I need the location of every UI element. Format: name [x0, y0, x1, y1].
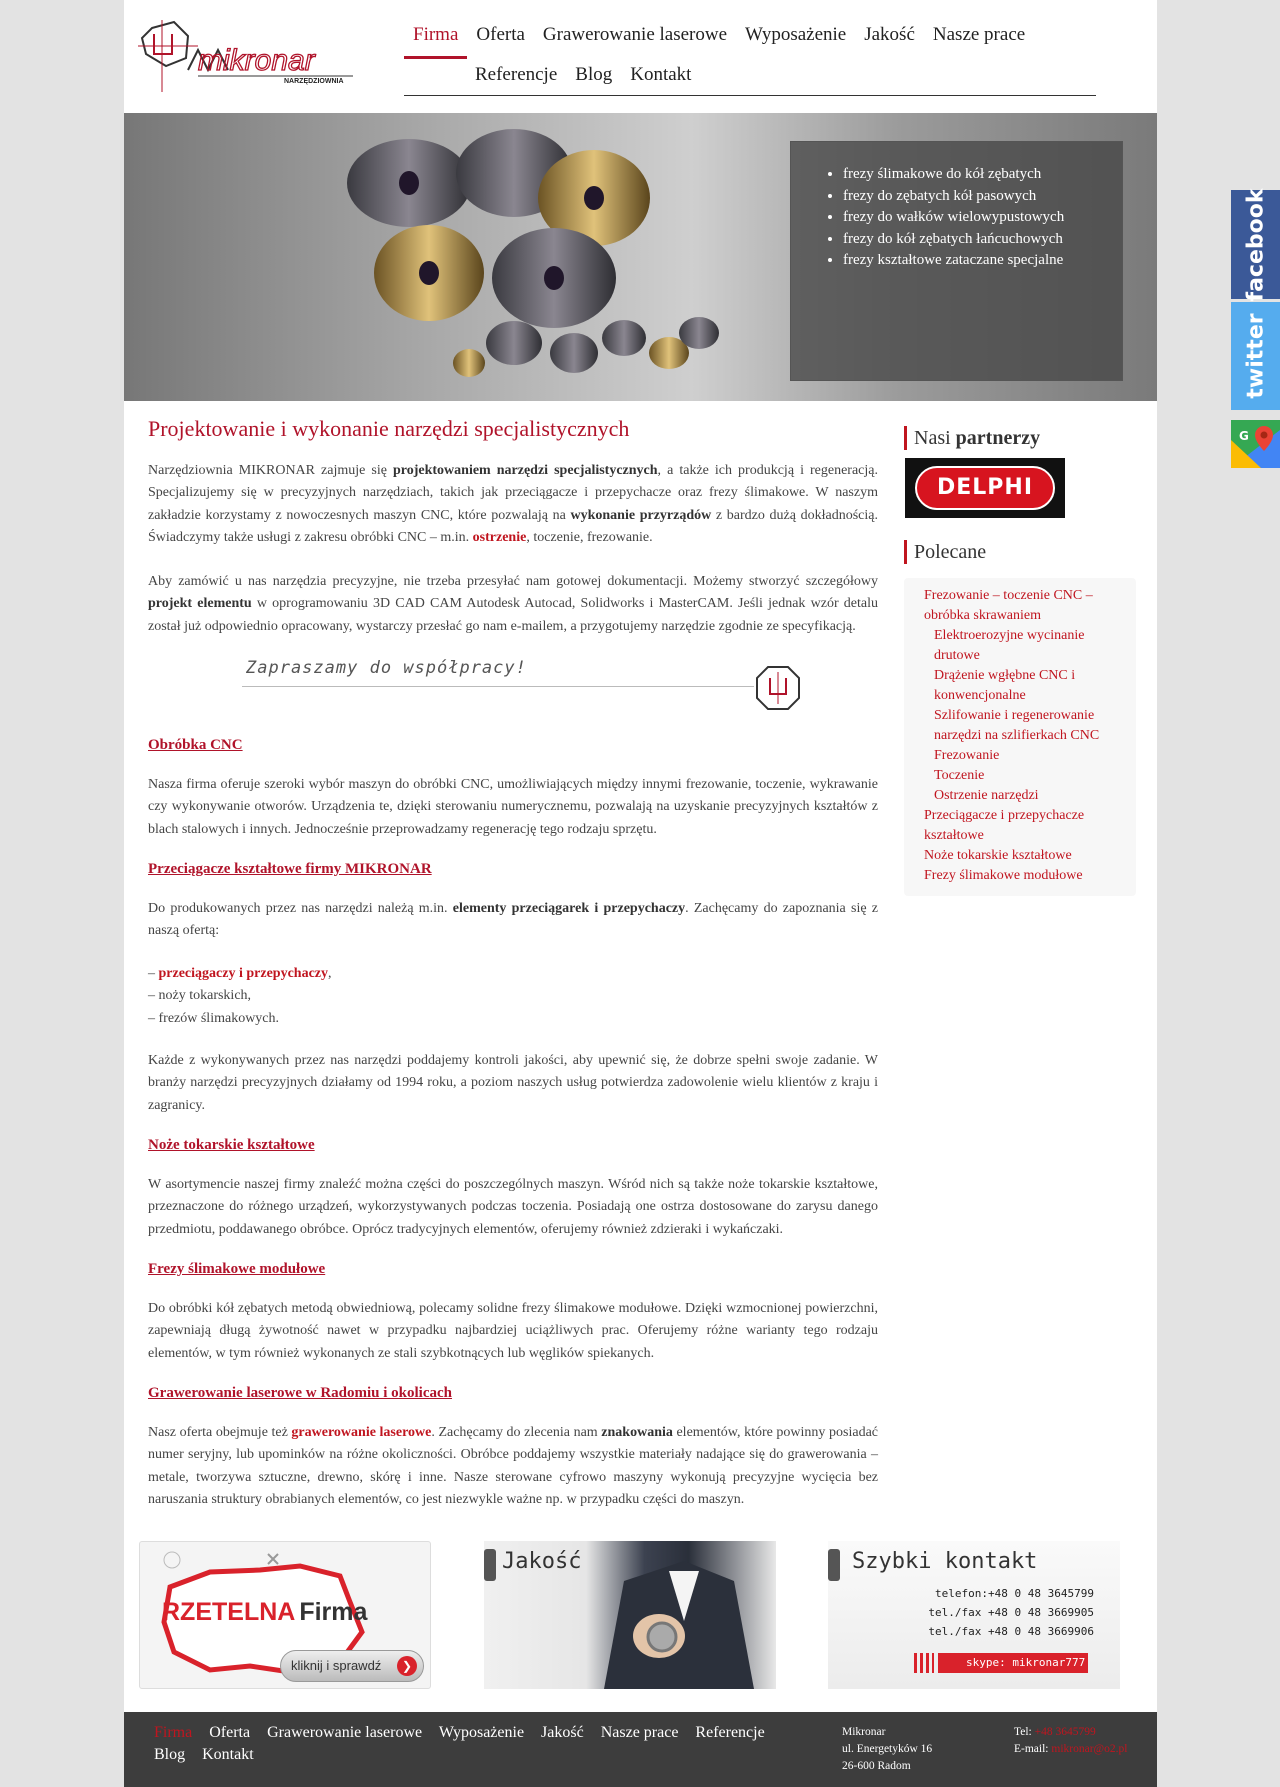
rec-frezowanie[interactable]: Frezowanie	[934, 748, 1000, 763]
businessman-image	[484, 1541, 776, 1689]
logo-subtitle: NARZĘDZIOWNIA	[284, 78, 344, 85]
order-paragraph: Aby zamówić u nas narzędzia precyzyjne, nie trzeba przesyłać nam gotowej dokumentacji. Możemy stworzyć szczegółowy projekt elementu w oprogramowaniu 3D CAD CAM Autodesk Autocad, Solidworks i MasterCAM. Jeśli jednak wzór detalu został już odpowiednio opracowany, wystarczy przesłać go nam e-mailem, a przygotujemy narzędzie zgodnie ze specyfikacją.	[148, 574, 878, 634]
twitter-icon: twitter	[1243, 313, 1268, 399]
hero-item: • frezy do wałków wielowypustowych	[843, 207, 1064, 229]
noze-paragraph: W asortymencie naszej firmy znaleźć można części do poszczególnych maszyn. Wśród nich są także noże tokarskie kształtowe, przeznaczone do różnego urządzeń, wykorzystywanych podczas toczenia. Posiadają one ostrza dostosowane do zarysu danego przedmiotu, poddawanego obróbce. Oprócz tradycyjnych elementów, oferujemy również zdzieraki i wykańczaki.	[148, 1177, 878, 1237]
rec-elektroerozyjne[interactable]: Elektroerozyjne wycinanie drutowe	[934, 628, 1085, 663]
delphi-partner-logo[interactable]	[905, 458, 1065, 518]
footer-nav-jakosc[interactable]: Jakość	[541, 1724, 584, 1741]
footer-nav-referencje[interactable]: Referencje	[695, 1724, 765, 1741]
rec-noze[interactable]: Noże tokarskie kształtowe	[924, 848, 1072, 863]
nav-grawerowanie[interactable]: Grawerowanie laserowe	[542, 24, 728, 45]
offer-list: – przeciągaczy i przepychaczy, – noży tokarskich, – frezów ślimakowych.	[148, 966, 332, 1026]
nav-oferta[interactable]: Oferta	[476, 24, 525, 45]
contact-fax-2: tel./fax +48 0 48 3669906	[928, 1625, 1094, 1638]
przeciagacze-link[interactable]: przeciągaczy i przepychaczy	[158, 966, 328, 981]
noze-heading-link[interactable]: Noże tokarskie kształtowe	[148, 1137, 315, 1153]
ostrzenie-link[interactable]: ostrzenie	[472, 529, 527, 545]
szybki-kontakt-banner[interactable]	[828, 1541, 1120, 1689]
hob-cutters-image	[124, 113, 784, 401]
footer-email[interactable]: mikronar@o2.pl	[1051, 1743, 1128, 1755]
recommended-title: Polecane	[904, 540, 986, 564]
check-button[interactable]: kliknij i sprawdź ❯	[280, 1650, 424, 1682]
hero-item: • frezy ślimakowe do kół zębatych	[843, 164, 1064, 186]
google-maps-tab[interactable]	[1231, 420, 1280, 468]
cnc-heading-link[interactable]: Obróbka CNC	[148, 737, 243, 753]
nav-referencje[interactable]: Referencje	[475, 64, 558, 85]
rec-ostrzenie[interactable]: Ostrzenie narzędzi	[934, 788, 1039, 803]
frezy-paragraph: Do obróbki kół zębatych metodą obwiedniową, polecamy solidne frezy ślimakowe modułowe. Dzięki wzmocnionej powierzchni, zapewniają długą żywotność nawet w przypadku najbardziej uciążliwych prac. Oferujemy różne warianty tego rodzaju elementów, w tym również wykonanych ze stali szybkotnących lub węglików spiekanych.	[148, 1301, 878, 1361]
przeciagacze-paragraph: Do produkowanych przez nas narzędzi należą m.in. elementy przeciągarek i przepychaczy. Zachęcamy do zapoznania się z naszą ofertą:	[148, 901, 878, 939]
nav-kontakt[interactable]: Kontakt	[630, 64, 692, 85]
rec-toczenie[interactable]: Toczenie	[934, 768, 985, 783]
jakosc-title: Jakość	[502, 1549, 582, 1574]
footer-nav	[154, 1722, 794, 1766]
partners-title: Nasi partnerzy	[904, 426, 1040, 450]
invite-graphic	[242, 656, 802, 714]
nav-nasze-prace[interactable]: Nasze prace	[932, 24, 1026, 45]
przeciagacze-heading-link[interactable]: Przeciągacze kształtowe firmy MIKRONAR	[148, 861, 432, 877]
hero-banner	[124, 113, 1157, 401]
header	[124, 0, 1157, 113]
grawerowanie-link[interactable]: grawerowanie laserowe	[291, 1425, 432, 1440]
nav-firma[interactable]: Firma	[404, 16, 467, 59]
hero-item: • frezy do kół zębatych łańcuchowych	[843, 229, 1064, 251]
footer-nav-wyposazenie[interactable]: Wyposażenie	[438, 1724, 525, 1741]
rec-frezowanie-toczenie[interactable]: Frezowanie – toczenie CNC – obróbka skrawaniem	[924, 588, 1093, 623]
footer	[124, 1712, 1157, 1787]
nav-blog[interactable]: Blog	[575, 64, 613, 85]
main-nav	[404, 16, 1096, 96]
footer-nav-oferta[interactable]: Oferta	[209, 1724, 251, 1741]
hero-item: • frezy do zębatych kół pasowych	[843, 186, 1064, 208]
footer-nav-firma[interactable]: Firma	[154, 1724, 193, 1741]
jakosc-banner[interactable]	[484, 1541, 776, 1689]
footer-tel[interactable]: +48 3645799	[1034, 1726, 1096, 1738]
invite-text: Zapraszamy do współpracy!	[246, 658, 527, 678]
stripe-decoration	[914, 1653, 934, 1673]
hero-panel	[790, 141, 1123, 381]
footer-nav-grawerowanie[interactable]: Grawerowanie laserowe	[267, 1724, 423, 1741]
contact-phone: telefon:+48 0 48 3645799	[935, 1587, 1094, 1600]
nav-wyposazenie[interactable]: Wyposażenie	[745, 24, 847, 45]
skype-label: skype: mikronar777	[938, 1653, 1088, 1673]
footer-nav-blog[interactable]: Blog	[154, 1746, 186, 1763]
hero-list	[843, 164, 1064, 272]
rzetelna-label: RZETELNA Firma	[162, 1598, 368, 1626]
arrow-right-icon: ❯	[397, 1656, 417, 1676]
contact-fax-1: tel./fax +48 0 48 3669905	[928, 1606, 1094, 1619]
svg-text:mikronar: mikronar	[198, 44, 315, 77]
rec-przeciagacze[interactable]: Przeciągacze i przepychacze kształtowe	[924, 808, 1085, 843]
facebook-tab[interactable]	[1231, 190, 1280, 299]
delphi-logo-text: DELPHI	[936, 475, 1034, 500]
page-title: Projektowanie i wykonanie narzędzi specjalistycznych	[148, 416, 630, 441]
page	[124, 0, 1157, 1787]
tab-marker	[828, 1549, 840, 1581]
facebook-icon: facebook	[1243, 188, 1268, 301]
cnc-paragraph: Nasza firma oferuje szeroki wybór maszyn do obróbki CNC, umożliwiających między innymi frezowanie, toczenie, wykrawanie czy wykonywanie otworów. Urządzenia te, dzięki sterowaniu numerycznemu, pozwalają na uzyskanie precyzyjnych kształtów z blach stalowych i innych. Jednocześnie przeprowadzamy regenerację tego rodzaju sprzętu.	[148, 777, 878, 837]
twitter-tab[interactable]	[1231, 302, 1280, 410]
rec-frezy-slimakowe[interactable]: Frezy ślimakowe modułowe	[924, 868, 1083, 883]
frezy-heading-link[interactable]: Frezy ślimakowe modułowe	[148, 1261, 326, 1277]
nav-jakosc[interactable]: Jakość	[864, 24, 915, 45]
intro-paragraph: Narzędziownia MIKRONAR zajmuje się projektowaniem narzędzi specjalistycznych, a także ich produkcją i regeneracją. Specjalizujemy się w precyzyjnych narzędziach, takich jak przeciągacze i przepychacze oraz frezy ślimakowe. W naszym zakładzie korzystamy z nowoczesnych maszyn CNC, które pozwalają na wykonanie przyrządów z bardzo dużą dokładnością. Świadczymy także usługi z zakresu obróbki CNC – m.in. ostrzenie, toczenie, frezowanie.	[148, 463, 878, 545]
grawerowanie-heading-link[interactable]: Grawerowanie laserowe w Radomiu i okolicach	[148, 1385, 453, 1401]
rec-drazenie[interactable]: Drążenie wgłębne CNC i konwencjonalne	[934, 668, 1076, 703]
rzetelna-firma-banner[interactable]	[139, 1541, 431, 1689]
mikronar-emblem-icon	[754, 664, 802, 712]
recommended-list	[924, 586, 1124, 886]
hero-item: • frezy kształtowe zataczane specjalne	[843, 250, 1064, 272]
contact-title: Szybki kontakt	[852, 1549, 1038, 1574]
svg-text:G: G	[1239, 429, 1249, 443]
grawerowanie-paragraph: Nasz oferta obejmuje też grawerowanie laserowe. Zachęcamy do zlecenia nam znakowania elementów, które powinny posiadać numer seryjny, lub upominków na różne okoliczności. Obróbce poddajemy wszystkie materiały nadające się do grawerowania – metale, tworzywa sztuczne, drewno, skórę i inne. Nasze sterowane cyfrowo maszyny wykonują precyzyjne wycięcia bez naruszania struktury obrabianych elementów, co jest niezwykle ważne np. w przypadku części do maszyn.	[148, 1425, 879, 1507]
rec-szlifowanie[interactable]: Szlifowanie i regenerowanie narzędzi na szlifierkach CNC	[934, 708, 1100, 743]
footer-nav-kontakt[interactable]: Kontakt	[202, 1746, 254, 1763]
google-maps-icon	[1231, 420, 1280, 468]
recommended-box	[904, 578, 1136, 896]
footer-contact: Tel: +48 3645799 E-mail: mikronar@o2.pl	[1014, 1726, 1128, 1755]
footer-nav-nasze-prace[interactable]: Nasze prace	[600, 1724, 679, 1741]
footer-address: Mikronar ul. Energetyków 16 26-600 Radom	[842, 1726, 933, 1772]
quality-paragraph: Każde z wykonywanych przez nas narzędzi poddajemy kontroli jakości, aby upewnić się, że dobrze spełni swoje zadanie. W branży narzędzi precyzyjnych działamy od 1994 roku, a poziom naszych usług potwierdza zadowolenie wielu klientów z kraju i zagranicy.	[148, 1053, 878, 1113]
logo[interactable]	[138, 20, 358, 96]
